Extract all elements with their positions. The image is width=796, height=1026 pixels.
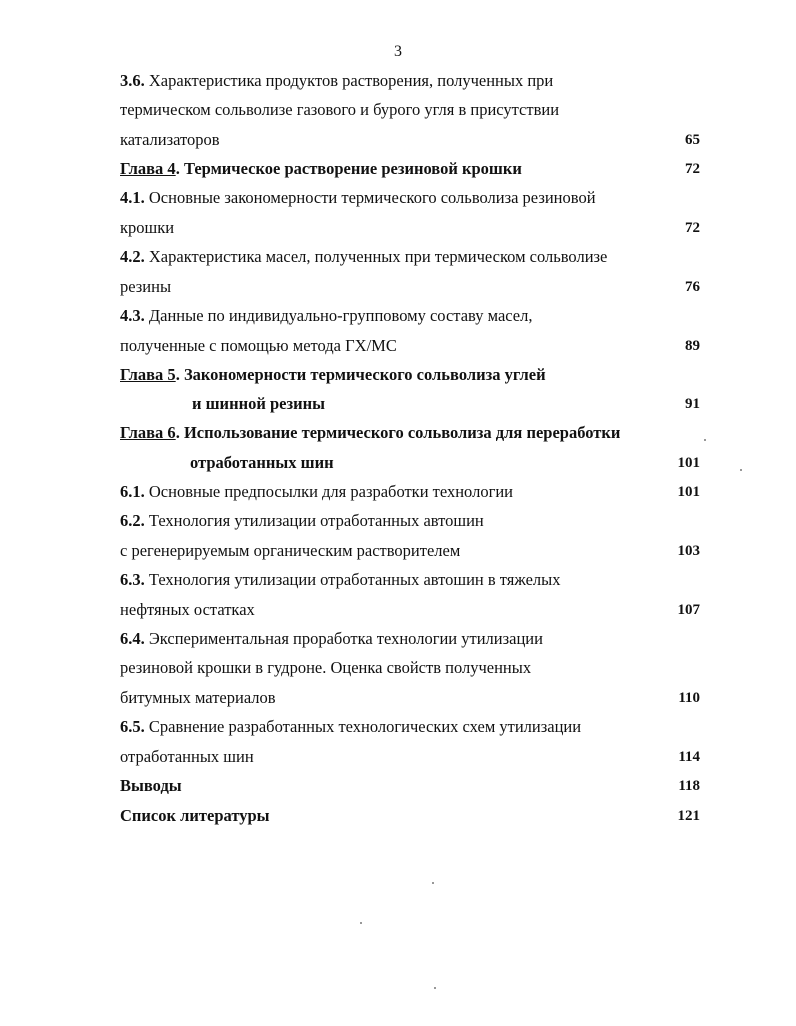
toc-entry-4-3-cont xyxy=(120,335,700,357)
toc-entry-6-3[interactable] xyxy=(120,569,700,591)
section-title: Экспериментальная проработка технологии утилизации xyxy=(144,629,543,648)
section-title-cont: катализаторов xyxy=(120,130,220,149)
section-number: 4.2. xyxy=(120,247,145,266)
section-number: 6.1. xyxy=(120,482,145,501)
toc-entry-3-6-cont xyxy=(120,99,700,121)
section-title-cont: с регенерируемым органическим растворителем xyxy=(120,541,461,560)
section-title: Сравнение разработанных технологических схем утилизации xyxy=(144,717,582,736)
toc-entry-6-5[interactable] xyxy=(120,716,700,738)
chapter-title: . Использование термического сольволиза для переработки xyxy=(175,423,621,442)
toc-entry-6-1[interactable] xyxy=(120,481,700,503)
page-ref: 101 xyxy=(677,484,700,500)
scan-speck xyxy=(360,922,362,924)
section-number: 3.6. xyxy=(120,71,145,90)
toc-entry-6-2-cont xyxy=(120,540,700,562)
page-ref: 103 xyxy=(677,543,700,559)
page-ref: 72 xyxy=(685,161,700,177)
toc-entry-3-6-cont2 xyxy=(120,129,700,151)
section-title-cont: полученные с помощью метода ГХ/МС xyxy=(120,336,397,355)
chapter-title: . Термическое растворение резиновой крошки xyxy=(175,159,522,178)
section-number: 6.2. xyxy=(120,511,145,530)
section-title-cont: термическом сольволизе газового и бурого угля в присутствии xyxy=(120,100,560,119)
toc-chapter-5-cont xyxy=(120,393,700,415)
scan-speck xyxy=(434,987,436,989)
section-title-cont: отработанных шин xyxy=(120,747,254,766)
section-title: Технология утилизации отработанных автошин в тяжелых xyxy=(144,570,561,589)
page-ref: 121 xyxy=(677,808,700,824)
toc-entry-4-2[interactable] xyxy=(120,246,700,268)
page-ref: 65 xyxy=(685,132,700,148)
section-title-cont: нефтяных остатках xyxy=(120,600,255,619)
conclusions-title: Выводы xyxy=(120,776,182,795)
references-title: Список литературы xyxy=(120,806,270,825)
toc-chapter-4[interactable] xyxy=(120,158,700,180)
chapter-label: Глава 4 xyxy=(120,159,176,178)
section-title: Технология утилизации отработанных автошин xyxy=(144,511,484,530)
toc-chapter-5[interactable] xyxy=(120,364,700,386)
section-number: 4.3. xyxy=(120,306,145,325)
toc-entry-6-4[interactable] xyxy=(120,628,700,650)
page-ref: 101 xyxy=(677,455,700,471)
section-number: 6.4. xyxy=(120,629,145,648)
scan-speck xyxy=(432,882,434,884)
chapter-title-cont: и шинной резины xyxy=(192,394,325,413)
toc-chapter-6-cont xyxy=(120,452,700,474)
page-ref: 110 xyxy=(678,690,700,706)
toc-entry-6-5-cont xyxy=(120,746,700,768)
toc-chapter-6[interactable] xyxy=(120,422,700,444)
page-ref: 91 xyxy=(685,396,700,412)
section-title-cont: битумных материалов xyxy=(120,688,276,707)
chapter-title-cont: отработанных шин xyxy=(190,453,334,472)
page-ref: 118 xyxy=(678,778,700,794)
toc-conclusions[interactable] xyxy=(120,775,700,797)
toc-entry-6-2[interactable] xyxy=(120,510,700,532)
section-number: 6.3. xyxy=(120,570,145,589)
toc-entry-6-3-cont xyxy=(120,599,700,621)
toc-entry-6-4-cont xyxy=(120,657,700,679)
section-title: Основные предпосылки для разработки технологии xyxy=(144,482,513,501)
scan-speck xyxy=(740,469,742,471)
chapter-title: . Закономерности термического сольволиза углей xyxy=(175,365,546,384)
page-number: 3 xyxy=(394,43,402,60)
page-ref: 114 xyxy=(678,749,700,765)
page-ref: 76 xyxy=(685,279,700,295)
page-ref: 72 xyxy=(685,220,700,236)
chapter-label: Глава 6 xyxy=(120,423,176,442)
scan-speck xyxy=(704,439,706,441)
toc-references[interactable] xyxy=(120,805,700,827)
section-title-cont: резины xyxy=(120,277,172,296)
toc-entry-3-6[interactable] xyxy=(120,70,700,92)
page-ref: 89 xyxy=(685,338,700,354)
chapter-label: Глава 5 xyxy=(120,365,176,384)
section-number: 4.1. xyxy=(120,188,145,207)
page-ref: 107 xyxy=(677,602,700,618)
toc-entry-4-1[interactable] xyxy=(120,187,700,209)
section-title: Характеристика масел, полученных при термическом сольволизе xyxy=(144,247,608,266)
toc-entry-6-4-cont2 xyxy=(120,687,700,709)
section-title: Основные закономерности термического сольволиза резиновой xyxy=(144,188,596,207)
section-title-cont: резиновой крошки в гудроне. Оценка свойств полученных xyxy=(120,658,532,677)
section-title: Характеристика продуктов растворения, полученных при xyxy=(144,71,554,90)
section-number: 6.5. xyxy=(120,717,145,736)
toc-entry-4-1-cont xyxy=(120,217,700,239)
section-title: Данные по индивидуально-групповому составу масел, xyxy=(144,306,533,325)
toc-entry-4-3[interactable] xyxy=(120,305,700,327)
toc-entry-4-2-cont xyxy=(120,276,700,298)
section-title-cont: крошки xyxy=(120,218,175,237)
